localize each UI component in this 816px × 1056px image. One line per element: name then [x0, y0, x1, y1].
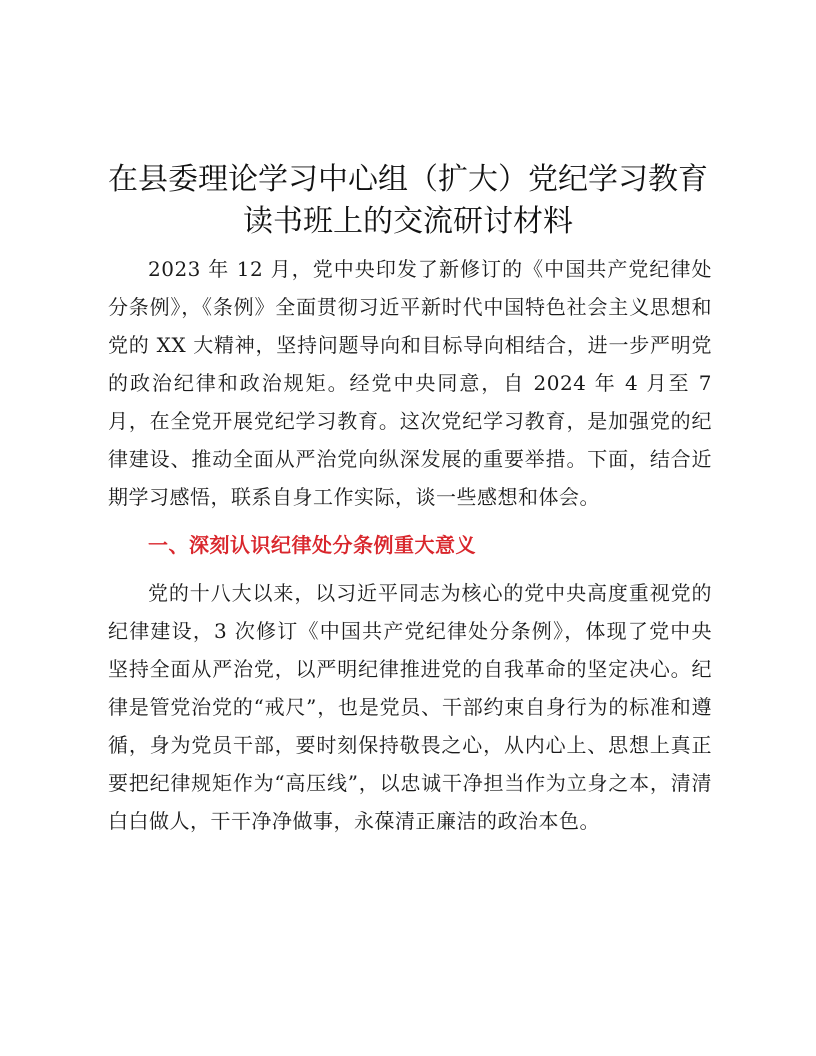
paragraph-intro: 2023 年 12 月，党中央印发了新修订的《中国共产党纪律处分条例》，《条例》全面贯彻习近平新时代中国特色社会主义思想和党的 XX 大精神，坚持问题导向和目标导向相结合，进一步严明党的政治纪律和政治规矩。经党中央同意，自 2024 年 4 月至 7 月，在全党开展党纪学习教育。这次党纪学习教育，是加强党的纪律建设、推动全面从严治党向纵深发展的重要举措。下面，结合近期学习感悟，联系自身工作实际，谈一些感想和体会。	[108, 257, 712, 509]
paragraph-section-1: 党的十八大以来，以习近平同志为核心的党中央高度重视党的纪律建设，3 次修订《中国共产党纪律处分条例》，体现了党中央坚持全面从严治党，以严明纪律推进党的自我革命的坚定决心。纪律是管党治党的“戒尺”，也是党员、干部约束自身行为的标准和遵循，身为党员干部，要时刻保持敬畏之心，从内心上、思想上真正要把纪律规矩作为“高压线”，以忠诚干净担当作为立身之本，清清白白做人，干干净净做事，永葆清正廉洁的政治本色。	[108, 581, 712, 833]
section-heading-1: 一、深刻认识纪律处分条例重大意义	[148, 533, 476, 557]
document-title-line-2: 读书班上的交流研讨材料	[243, 204, 573, 239]
document-title-line-1: 在县委理论学习中心组（扩大）党纪学习教育	[108, 162, 708, 197]
